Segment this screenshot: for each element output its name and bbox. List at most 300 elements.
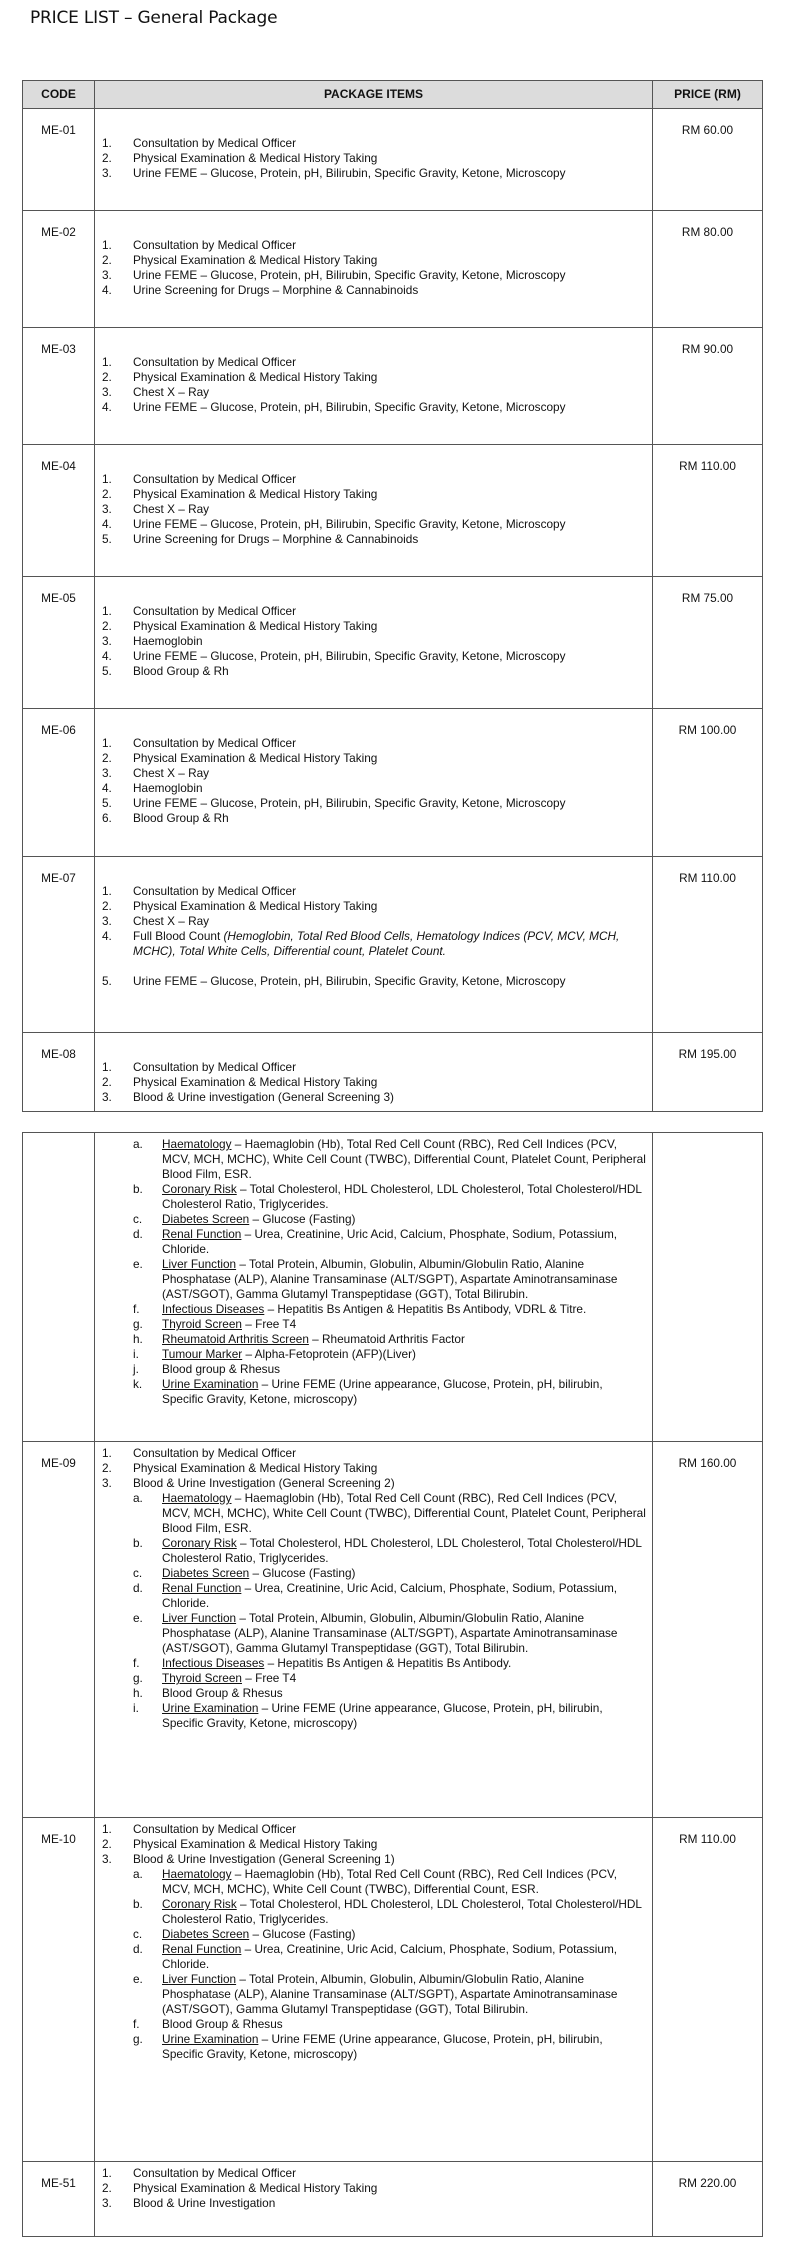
item-number: 3. — [102, 1090, 112, 1104]
item-text — [133, 664, 646, 679]
item-number: 3. — [102, 914, 112, 928]
sub-item-heading: Renal Function — [162, 1581, 242, 1595]
package-item — [101, 355, 646, 370]
item-text — [133, 751, 646, 766]
item-text — [133, 370, 646, 385]
sub-item-heading: Diabetes Screen — [162, 1212, 250, 1226]
item-text — [133, 634, 646, 649]
sub-item-text — [162, 2017, 646, 2032]
item-text — [133, 355, 646, 370]
sub-item-letter: i. — [133, 1701, 139, 1715]
sub-item-text — [162, 1611, 646, 1656]
sub-item-text — [162, 1566, 646, 1581]
sub-item — [101, 1212, 646, 1227]
package-code: ME-51 — [23, 2162, 95, 2237]
sub-item — [101, 2017, 646, 2032]
sub-item-letter: g. — [133, 1317, 143, 1331]
item-label: Consultation by Medical Officer — [133, 2166, 297, 2180]
item-number: 2. — [102, 2181, 112, 2195]
sub-item-heading: Infectious Diseases — [162, 1302, 265, 1316]
table-row — [23, 577, 763, 709]
item-text — [133, 604, 646, 619]
sub-item-letter: g. — [133, 1671, 143, 1685]
package-code: ME-03 — [23, 328, 95, 445]
package-item — [101, 1476, 646, 1491]
package-items — [95, 1033, 653, 1112]
package-item — [101, 1060, 646, 1075]
sub-item-letter: f. — [133, 1656, 140, 1670]
sub-item-letter: d. — [133, 1227, 143, 1241]
sub-item — [101, 2032, 646, 2062]
item-number: 3. — [102, 1476, 112, 1490]
sub-item-detail: – Total Cholesterol, HDL Cholesterol, LDL Cholesterol, Total Cholesterol/HDL Cholesterol Ratio, Triglycerides. — [162, 1536, 642, 1565]
package-items — [95, 709, 653, 857]
item-number: 2. — [102, 151, 112, 165]
item-number: 4. — [102, 781, 112, 795]
sub-item-detail: – Hepatitis Bs Antigen & Hepatitis Bs Antibody. — [264, 1656, 512, 1670]
sub-item — [101, 1377, 646, 1407]
sub-item — [101, 1302, 646, 1317]
package-item — [101, 472, 646, 487]
item-number: 2. — [102, 1075, 112, 1089]
sub-item-text — [162, 1182, 646, 1212]
item-label: Chest X – Ray — [133, 502, 210, 516]
table-row — [23, 2162, 763, 2237]
sub-item-letter: e. — [133, 1611, 143, 1625]
sub-item-letter: k. — [133, 1377, 143, 1391]
sub-item-letter: h. — [133, 1686, 143, 1700]
package-code: ME-02 — [23, 211, 95, 328]
package-item — [101, 1446, 646, 1461]
item-label: Consultation by Medical Officer — [133, 1446, 297, 1460]
item-number: 1. — [102, 1060, 112, 1074]
sub-item-heading: Coronary Risk — [162, 1182, 237, 1196]
package-code: ME-01 — [23, 109, 95, 211]
item-label: Urine Screening for Drugs – Morphine & Cannabinoids — [133, 283, 419, 297]
item-number: 2. — [102, 487, 112, 501]
sub-item-detail: – Rheumatoid Arthritis Factor — [308, 1332, 465, 1346]
item-detail: (Hemoglobin, Total Red Blood Cells, Hematology Indices (PCV, MCV, MCH, MCHC), Total White Cells, Differential count, Platelet Count. — [133, 929, 620, 958]
package-price: RM 110.00 — [653, 445, 763, 577]
sub-item-text — [162, 1942, 646, 1972]
package-item — [101, 974, 646, 989]
sub-item-letter: b. — [133, 1182, 143, 1196]
sub-item — [101, 1686, 646, 1701]
item-label: Urine Screening for Drugs – Morphine & Cannabinoids — [133, 532, 419, 546]
item-label: Blood Group & Rh — [133, 811, 229, 825]
item-text — [133, 811, 646, 826]
sub-item-detail: – Total Protein, Albumin, Globulin, Albumin/Globulin Ratio, Alanine Phosphatase (ALP), Alanine Transaminase (ALT/SGPT), Aspartate Aminotransaminase (AST/SGOT), Gamma Glutamyl Transpeptidase (GGT), Total Bilirubin. — [162, 1972, 618, 2016]
package-item — [101, 2166, 646, 2181]
item-number: 2. — [102, 619, 112, 633]
sub-item-detail: – Glucose (Fasting) — [249, 1927, 356, 1941]
package-items — [95, 577, 653, 709]
package-item — [101, 166, 646, 181]
item-text — [133, 1822, 646, 1837]
sub-item-text — [162, 1257, 646, 1302]
sub-item-letter: d. — [133, 1942, 143, 1956]
item-label: Physical Examination & Medical History Taking — [133, 2181, 378, 2195]
item-label: Blood & Urine Investigation (General Screening 2) — [133, 1476, 395, 1490]
package-item — [101, 136, 646, 151]
item-number: 5. — [102, 664, 112, 678]
sub-item-text — [162, 1867, 646, 1897]
sub-item — [101, 1897, 646, 1927]
item-label: Haemoglobin — [133, 781, 203, 795]
item-label: Consultation by Medical Officer — [133, 1822, 297, 1836]
item-label: Consultation by Medical Officer — [133, 238, 297, 252]
package-item — [101, 766, 646, 781]
item-number: 3. — [102, 385, 112, 399]
sub-item — [101, 1317, 646, 1332]
package-items — [95, 445, 653, 577]
item-text — [133, 487, 646, 502]
item-text — [133, 136, 646, 151]
item-text — [133, 884, 646, 899]
package-item — [101, 1822, 646, 1837]
document-title: PRICE LIST – General Package — [30, 8, 278, 28]
sub-item-letter: d. — [133, 1581, 143, 1595]
sub-item-letter: a. — [133, 1491, 143, 1505]
item-text — [133, 929, 646, 959]
sub-item — [101, 1942, 646, 1972]
sub-item — [101, 1332, 646, 1347]
header-price: PRICE (RM) — [653, 81, 763, 109]
item-label: Blood & Urine Investigation (General Screening 1) — [133, 1852, 395, 1866]
package-item — [101, 2196, 646, 2211]
sub-item-heading: Haematology — [162, 1137, 232, 1151]
sub-item-heading: Diabetes Screen — [162, 1927, 250, 1941]
item-label: Consultation by Medical Officer — [133, 355, 297, 369]
item-number: 1. — [102, 1446, 112, 1460]
sub-item — [101, 1362, 646, 1377]
item-text — [133, 1461, 646, 1476]
price-table — [22, 80, 763, 1112]
table-row — [23, 857, 763, 1033]
package-price: RM 220.00 — [653, 2162, 763, 2237]
item-number: 3. — [102, 166, 112, 180]
sub-item-text — [162, 1581, 646, 1611]
item-number: 4. — [102, 929, 112, 943]
item-number: 1. — [102, 2166, 112, 2180]
sub-item-heading: Liver Function — [162, 1257, 237, 1271]
sub-item-heading: Urine Examination — [162, 1377, 259, 1391]
item-label: Physical Examination & Medical History Taking — [133, 1461, 378, 1475]
package-item — [101, 253, 646, 268]
sub-item — [101, 1491, 646, 1536]
package-code: ME-07 — [23, 857, 95, 1033]
package-item — [101, 811, 646, 826]
item-number: 3. — [102, 502, 112, 516]
package-item — [101, 899, 646, 914]
package-item — [101, 238, 646, 253]
item-label: Blood & Urine investigation (General Screening 3) — [133, 1090, 394, 1104]
sub-item-text — [162, 1701, 646, 1731]
item-label: Blood Group & Rh — [133, 664, 229, 678]
item-number: 1. — [102, 355, 112, 369]
package-price: RM 195.00 — [653, 1033, 763, 1112]
sub-item — [101, 1867, 646, 1897]
item-label: Chest X – Ray — [133, 914, 210, 928]
sub-item-detail: – Haemaglobin (Hb), Total Red Cell Count (RBC), Red Cell Indices (PCV, MCV, MCH, MCHC), White Cell Count (TWBC), Differential Count, ESR. — [162, 1867, 618, 1896]
item-number: 1. — [102, 238, 112, 252]
item-label: Consultation by Medical Officer — [133, 604, 297, 618]
table-row — [23, 1033, 763, 1112]
sub-item-heading: Liver Function — [162, 1972, 237, 1986]
item-text — [133, 766, 646, 781]
item-text — [133, 2181, 646, 2196]
item-number: 1. — [102, 136, 112, 150]
table-row — [23, 1442, 763, 1818]
item-label: Urine FEME – Glucose, Protein, pH, Bilirubin, Specific Gravity, Ketone, Microscopy — [133, 166, 566, 180]
item-label: Chest X – Ray — [133, 385, 210, 399]
item-text — [133, 1837, 646, 1852]
package-item — [101, 929, 646, 959]
package-item — [101, 2181, 646, 2196]
item-text — [133, 649, 646, 664]
sub-item-detail: – Free T4 — [242, 1671, 297, 1685]
item-label: Consultation by Medical Officer — [133, 736, 297, 750]
item-number: 1. — [102, 884, 112, 898]
package-price: RM 75.00 — [653, 577, 763, 709]
sub-item-heading: Coronary Risk — [162, 1897, 237, 1911]
spacer — [101, 959, 646, 974]
sub-item-text — [162, 1347, 646, 1362]
package-item — [101, 1852, 646, 1867]
sub-item-heading: Haematology — [162, 1867, 232, 1881]
package-code: ME-10 — [23, 1818, 95, 2162]
sub-item-detail: Blood Group & Rhesus — [162, 1686, 283, 1700]
sub-item-letter: g. — [133, 2032, 143, 2046]
package-item — [101, 487, 646, 502]
item-label: Physical Examination & Medical History Taking — [133, 619, 378, 633]
item-text — [133, 151, 646, 166]
table-row — [23, 328, 763, 445]
item-number: 2. — [102, 751, 112, 765]
item-label: Urine FEME – Glucose, Protein, pH, Bilirubin, Specific Gravity, Ketone, Microscopy — [133, 400, 566, 414]
sub-item — [101, 1972, 646, 2017]
sub-item-letter: e. — [133, 1257, 143, 1271]
sub-item-detail: – Urea, Creatinine, Uric Acid, Calcium, Phosphate, Sodium, Potassium, Chloride. — [162, 1227, 618, 1256]
package-items — [95, 211, 653, 328]
item-label: Physical Examination & Medical History Taking — [133, 370, 378, 384]
item-label: Consultation by Medical Officer — [133, 136, 297, 150]
sub-item-detail: – Urine FEME (Urine appearance, Glucose, Protein, pH, bilirubin, Specific Gravity, Ketone, microscopy) — [162, 1377, 603, 1406]
item-label: Urine FEME – Glucose, Protein, pH, Bilirubin, Specific Gravity, Ketone, Microscopy — [133, 649, 566, 663]
item-text — [133, 974, 646, 989]
item-number: 2. — [102, 1461, 112, 1475]
package-item — [101, 151, 646, 166]
item-label: Consultation by Medical Officer — [133, 472, 297, 486]
package-item — [101, 400, 646, 415]
item-number: 2. — [102, 899, 112, 913]
item-label: Physical Examination & Medical History Taking — [133, 487, 378, 501]
sub-item-letter: f. — [133, 1302, 140, 1316]
sub-item — [101, 1347, 646, 1362]
package-price: RM 100.00 — [653, 709, 763, 857]
item-text — [133, 502, 646, 517]
sub-item — [101, 1671, 646, 1686]
package-code: ME-06 — [23, 709, 95, 857]
item-label: Physical Examination & Medical History Taking — [133, 899, 378, 913]
item-text — [133, 472, 646, 487]
sub-item-detail: – Urea, Creatinine, Uric Acid, Calcium, Phosphate, Sodium, Potassium, Chloride. — [162, 1942, 618, 1971]
sub-item-detail: Blood Group & Rhesus — [162, 2017, 283, 2031]
sub-item-detail: – Urine FEME (Urine appearance, Glucose, Protein, pH, bilirubin, Specific Gravity, Ketone, microscopy) — [162, 2032, 603, 2061]
item-number: 2. — [102, 370, 112, 384]
sub-item-text — [162, 1362, 646, 1377]
sub-item-heading: Infectious Diseases — [162, 1656, 265, 1670]
package-item — [101, 1075, 646, 1090]
sub-item-letter: c. — [133, 1212, 143, 1226]
package-item — [101, 914, 646, 929]
sub-item-heading: Liver Function — [162, 1611, 237, 1625]
item-text — [133, 1476, 646, 1491]
table-row — [23, 1133, 763, 1442]
sub-item-detail: – Total Protein, Albumin, Globulin, Albumin/Globulin Ratio, Alanine Phosphatase (ALP), Alanine Transaminase (ALT/SGPT), Aspartate Aminotransaminase (AST/SGOT), Gamma Glutamyl Transpeptidase (GGT), Total Bilirubin. — [162, 1611, 618, 1655]
sub-item-heading: Renal Function — [162, 1227, 242, 1241]
item-number: 1. — [102, 736, 112, 750]
item-text — [133, 166, 646, 181]
package-price: RM 110.00 — [653, 1818, 763, 2162]
sub-item-detail: – Glucose (Fasting) — [249, 1212, 356, 1226]
sub-item-detail: – Total Protein, Albumin, Globulin, Albumin/Globulin Ratio, Alanine Phosphatase (ALP), Alanine Transaminase (ALT/SGPT), Aspartate Aminotransaminase (AST/SGOT), Gamma Glutamyl Transpeptidase (GGT), Total Bilirubin. — [162, 1257, 618, 1301]
item-number: 4. — [102, 649, 112, 663]
item-label: Physical Examination & Medical History Taking — [133, 1075, 378, 1089]
package-item — [101, 751, 646, 766]
item-text — [133, 253, 646, 268]
item-text — [133, 1446, 646, 1461]
sub-item-letter: b. — [133, 1536, 143, 1550]
package-item — [101, 370, 646, 385]
package-item — [101, 1837, 646, 1852]
sub-item-heading: Thyroid Screen — [162, 1671, 242, 1685]
sub-item-text — [162, 1317, 646, 1332]
item-text — [133, 2196, 646, 2211]
sub-item-text — [162, 1137, 646, 1182]
sub-item-letter: f. — [133, 2017, 140, 2031]
item-number: 1. — [102, 604, 112, 618]
package-price: RM 160.00 — [653, 1442, 763, 1818]
sub-item-heading: Tumour Marker — [162, 1347, 243, 1361]
item-label: Consultation by Medical Officer — [133, 884, 297, 898]
item-number: 3. — [102, 766, 112, 780]
item-text — [133, 736, 646, 751]
item-text — [133, 1060, 646, 1075]
package-item — [101, 1090, 646, 1105]
package-code: ME-09 — [23, 1442, 95, 1818]
header-package-items: PACKAGE ITEMS — [95, 81, 653, 109]
item-number: 5. — [102, 532, 112, 546]
sub-item — [101, 1611, 646, 1656]
table-row — [23, 709, 763, 857]
item-text — [133, 400, 646, 415]
item-text — [133, 1852, 646, 1867]
item-number: 2. — [102, 1837, 112, 1851]
sub-item-heading: Urine Examination — [162, 1701, 259, 1715]
sub-item-text — [162, 1671, 646, 1686]
item-text — [133, 899, 646, 914]
package-item — [101, 268, 646, 283]
item-label: Haemoglobin — [133, 634, 203, 648]
package-item — [101, 619, 646, 634]
package-price: RM 80.00 — [653, 211, 763, 328]
sub-item-text — [162, 2032, 646, 2062]
item-text — [133, 1090, 646, 1105]
sub-item — [101, 1701, 646, 1731]
sub-item-text — [162, 1302, 646, 1317]
package-items — [95, 2162, 653, 2237]
sub-item — [101, 1182, 646, 1212]
item-label: Blood & Urine Investigation — [133, 2196, 276, 2210]
item-number: 3. — [102, 634, 112, 648]
sub-item-detail: – Hepatitis Bs Antigen & Hepatitis Bs Antibody, VDRL & Titre. — [264, 1302, 587, 1316]
sub-item-heading: Haematology — [162, 1491, 232, 1505]
package-price: RM 60.00 — [653, 109, 763, 211]
item-label: Chest X – Ray — [133, 766, 210, 780]
item-label: Physical Examination & Medical History Taking — [133, 1837, 378, 1851]
package-item — [101, 649, 646, 664]
price-table-continued — [22, 1132, 763, 2237]
sub-item-heading: Urine Examination — [162, 2032, 259, 2046]
sub-item-heading: Diabetes Screen — [162, 1566, 250, 1580]
item-text — [133, 385, 646, 400]
package-item — [101, 604, 646, 619]
package-item — [101, 781, 646, 796]
sub-item-heading: Thyroid Screen — [162, 1317, 242, 1331]
item-text — [133, 1075, 646, 1090]
sub-item — [101, 1656, 646, 1671]
package-item — [101, 502, 646, 517]
package-item — [101, 1461, 646, 1476]
table-row — [23, 109, 763, 211]
sub-item-letter: j. — [133, 1362, 139, 1376]
table-row — [23, 1818, 763, 2162]
sub-item-detail: – Urine FEME (Urine appearance, Glucose, Protein, pH, bilirubin, Specific Gravity, Ketone, microscopy) — [162, 1701, 603, 1730]
package-item — [101, 517, 646, 532]
item-label: Consultation by Medical Officer — [133, 1060, 297, 1074]
package-price — [653, 1133, 763, 1442]
header-code: CODE — [23, 81, 95, 109]
package-items — [95, 1133, 653, 1442]
item-label: Physical Examination & Medical History Taking — [133, 151, 378, 165]
table-row — [23, 445, 763, 577]
sub-item-detail: Blood group & Rhesus — [162, 1362, 281, 1376]
item-text — [133, 268, 646, 283]
sub-item — [101, 1927, 646, 1942]
package-items — [95, 109, 653, 211]
sub-item-heading: Rheumatoid Arthritis Screen — [162, 1332, 309, 1346]
item-label: Full Blood Count — [133, 929, 224, 943]
item-label: Urine FEME – Glucose, Protein, pH, Bilirubin, Specific Gravity, Ketone, Microscopy — [133, 974, 566, 988]
sub-item-detail: – Glucose (Fasting) — [249, 1566, 356, 1580]
package-item — [101, 664, 646, 679]
sub-item-text — [162, 1491, 646, 1536]
item-text — [133, 796, 646, 811]
item-text — [133, 619, 646, 634]
sub-item-detail: – Free T4 — [242, 1317, 297, 1331]
item-number: 3. — [102, 1852, 112, 1866]
sub-item-text — [162, 1927, 646, 1942]
item-text — [133, 283, 646, 298]
sub-item-text — [162, 1897, 646, 1927]
item-text — [133, 517, 646, 532]
sub-item-heading: Coronary Risk — [162, 1536, 237, 1550]
item-number: 1. — [102, 1822, 112, 1836]
sub-item — [101, 1581, 646, 1611]
item-number: 6. — [102, 811, 112, 825]
sub-item-text — [162, 1686, 646, 1701]
